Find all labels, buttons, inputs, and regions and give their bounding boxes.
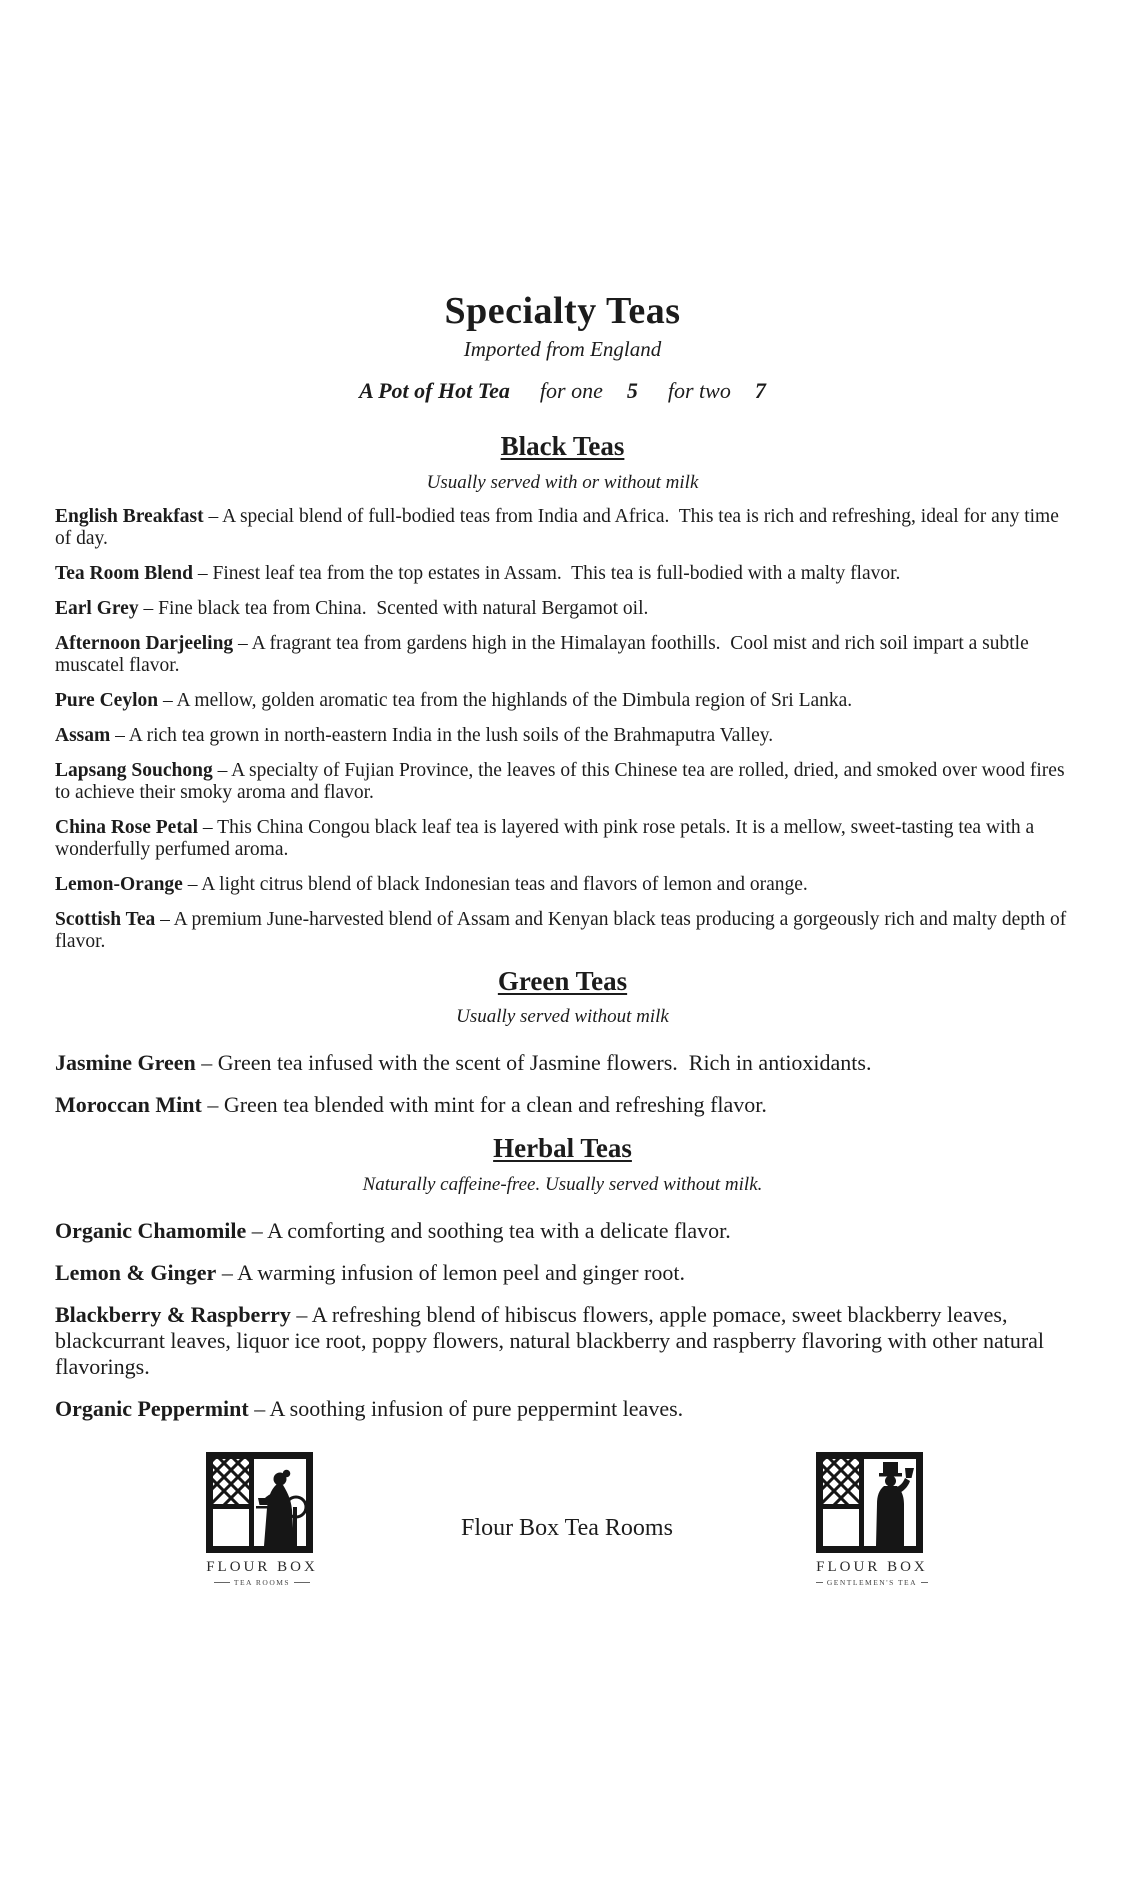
tea-item-jasmine-green <box>55 1050 1070 1076</box>
dash: – <box>238 632 248 654</box>
gentlemens-tea-logo <box>816 1452 928 1587</box>
gentleman-window-icon <box>816 1452 923 1553</box>
tagline-rule-left <box>816 1582 823 1583</box>
tagline-rule-right <box>921 1582 928 1583</box>
tea-lady-window-icon <box>206 1452 313 1553</box>
green-teas-list <box>55 1050 1070 1118</box>
tea-item-organic-peppermint <box>55 1396 1070 1422</box>
tea-item-scottish-tea <box>55 909 1070 953</box>
dash: – <box>187 873 198 895</box>
logo-tagline <box>816 1579 928 1587</box>
tea-item-lemon-orange <box>55 874 1070 896</box>
dash: – <box>162 689 173 711</box>
tea-item-description: A refreshing blend of hibiscus flowers, apple pomace, sweet blackberry leaves, blackcurrant leaves, liquor ice root, poppy flowers, natural blackberry and raspberry flavoring with other natural flavorings. <box>55 1301 1050 1379</box>
tea-item-description: A specialty of Fujian Province, the leaves of this Chinese tea are rolled, dried, and smoked over wood fires to achieve their smoky aroma and flavor. <box>55 759 1070 803</box>
tea-item-english-breakfast <box>55 506 1070 550</box>
pot-of-tea-label: A Pot of Hot Tea <box>359 378 510 403</box>
for-two-label: for two <box>667 378 731 403</box>
tea-item-name: Organic Peppermint <box>55 1395 249 1421</box>
tagline-text: TEA ROOMS <box>233 1577 291 1587</box>
logo-tagline <box>206 1579 318 1587</box>
tagline-rule-left <box>214 1582 230 1583</box>
tea-item-organic-chamomile <box>55 1218 1070 1244</box>
dash: – <box>197 562 208 584</box>
tea-item-description: A warming infusion of lemon peel and ginger root. <box>237 1259 685 1285</box>
tea-item-name: Afternoon Darjeeling <box>55 632 234 654</box>
tagline-text: GENTLEMEN'S TEA <box>826 1577 918 1587</box>
tea-item-name: Pure Ceylon <box>55 689 159 711</box>
black-teas-note: Usually served with or without milk <box>426 471 699 493</box>
tagline-rule-right <box>294 1582 310 1583</box>
herbal-teas-note: Naturally caffeine-free. Usually served without milk. <box>362 1173 763 1195</box>
tea-item-description: Finest leaf tea from the top estates in Assam. This tea is full-bodied with a malty flavor. <box>212 562 901 584</box>
dash: – <box>296 1301 308 1327</box>
tea-item-name: Earl Grey <box>55 597 139 619</box>
dash: – <box>217 759 228 781</box>
tea-item-description: A fragrant tea from gardens high in the Himalayan foothills. Cool mist and rich soil impart a subtle muscatel flavor. <box>55 632 1034 676</box>
for-one-price: 5 <box>626 378 638 403</box>
tea-item-name: Blackberry & Raspberry <box>55 1301 291 1327</box>
tea-item-china-rose-petal <box>55 817 1070 861</box>
tea-item-tea-room-blend <box>55 563 1070 585</box>
tea-item-description: A premium June-harvested blend of Assam and Kenyan black teas producing a gorgeously rich and malty depth of flavor. <box>55 908 1072 952</box>
dash: – <box>207 1092 219 1118</box>
tea-item-description: This China Congou black leaf tea is layered with pink rose petals. It is a mellow, sweet-tasting tea with a wonderfully perfumed aroma. <box>55 816 1040 860</box>
tea-item-blackberry-raspberry <box>55 1302 1070 1380</box>
green-teas-note: Usually served without milk <box>456 1006 669 1028</box>
footer <box>55 1452 1070 1587</box>
tea-item-description: Fine black tea from China. Scented with natural Bergamot oil. <box>158 597 649 619</box>
dash: – <box>115 724 125 746</box>
tea-item-name: Lemon & Ginger <box>55 1259 217 1285</box>
section-heading-herbal-teas: Herbal Teas <box>493 1133 632 1164</box>
dash: – <box>202 816 213 838</box>
page-subtitle: Imported from England <box>463 337 662 361</box>
section-heading-green-teas: Green Teas <box>497 965 628 996</box>
dash: – <box>221 1259 233 1285</box>
tea-item-name: Scottish Tea <box>55 908 156 930</box>
tea-item-name: Jasmine Green <box>55 1050 196 1076</box>
black-teas-list <box>55 506 1070 953</box>
footer-title: Flour Box Tea Rooms <box>461 1514 673 1541</box>
dash: – <box>201 1050 213 1076</box>
for-two-price: 7 <box>754 378 766 403</box>
section-heading-black-teas: Black Teas <box>500 431 625 461</box>
tea-item-name: Lapsang Souchong <box>55 759 213 781</box>
tea-item-name: Organic Chamomile <box>55 1217 247 1243</box>
tea-item-description: A comforting and soothing tea with a delicate flavor. <box>267 1217 731 1243</box>
herbal-teas-list <box>55 1218 1070 1422</box>
dash: – <box>254 1395 266 1421</box>
tea-item-name: Assam <box>55 724 111 746</box>
dash: – <box>208 505 219 527</box>
tea-item-name: Lemon-Orange <box>55 873 183 895</box>
tea-item-name: English Breakfast <box>55 505 204 527</box>
tea-item-description: A soothing infusion of pure peppermint leaves. <box>269 1395 684 1421</box>
page-title: Specialty Teas <box>444 290 681 332</box>
pot-of-tea-price-line <box>55 380 1070 402</box>
dash: – <box>160 908 170 930</box>
tea-item-assam <box>55 725 1070 747</box>
tea-item-description: Green tea blended with mint for a clean and refreshing flavor. <box>223 1092 767 1118</box>
dash: – <box>251 1217 263 1243</box>
tea-item-moroccan-mint <box>55 1092 1070 1118</box>
tea-item-description: A mellow, golden aromatic tea from the highlands of the Dimbula region of Sri Lanka. <box>176 689 853 711</box>
logo-wordmark: FLOUR BOX <box>816 1558 928 1575</box>
for-one-label: for one <box>539 378 603 403</box>
tea-item-name: Tea Room Blend <box>55 562 193 584</box>
tea-item-description: A rich tea grown in north-eastern India in the lush soils of the Brahmaputra Valley. <box>128 724 774 746</box>
tea-rooms-logo <box>206 1452 318 1587</box>
tea-item-earl-grey <box>55 598 1070 620</box>
tea-item-description: Green tea infused with the scent of Jasmine flowers. Rich in antioxidants. <box>217 1050 872 1076</box>
logo-wordmark: FLOUR BOX <box>206 1558 318 1575</box>
tea-item-pure-ceylon <box>55 690 1070 712</box>
tea-item-name: Moroccan Mint <box>55 1092 202 1118</box>
tea-item-lapsang-souchong <box>55 760 1070 804</box>
dash: – <box>143 597 154 619</box>
tea-item-lemon-ginger <box>55 1260 1070 1286</box>
tea-item-description: A special blend of full-bodied teas from India and Africa. This tea is rich and refreshing, ideal for any time of day. <box>55 505 1064 549</box>
tea-item-name: China Rose Petal <box>55 816 198 838</box>
tea-item-description: A light citrus blend of black Indonesian teas and flavors of lemon and orange. <box>201 873 808 895</box>
tea-item-afternoon-darjeeling <box>55 633 1070 677</box>
